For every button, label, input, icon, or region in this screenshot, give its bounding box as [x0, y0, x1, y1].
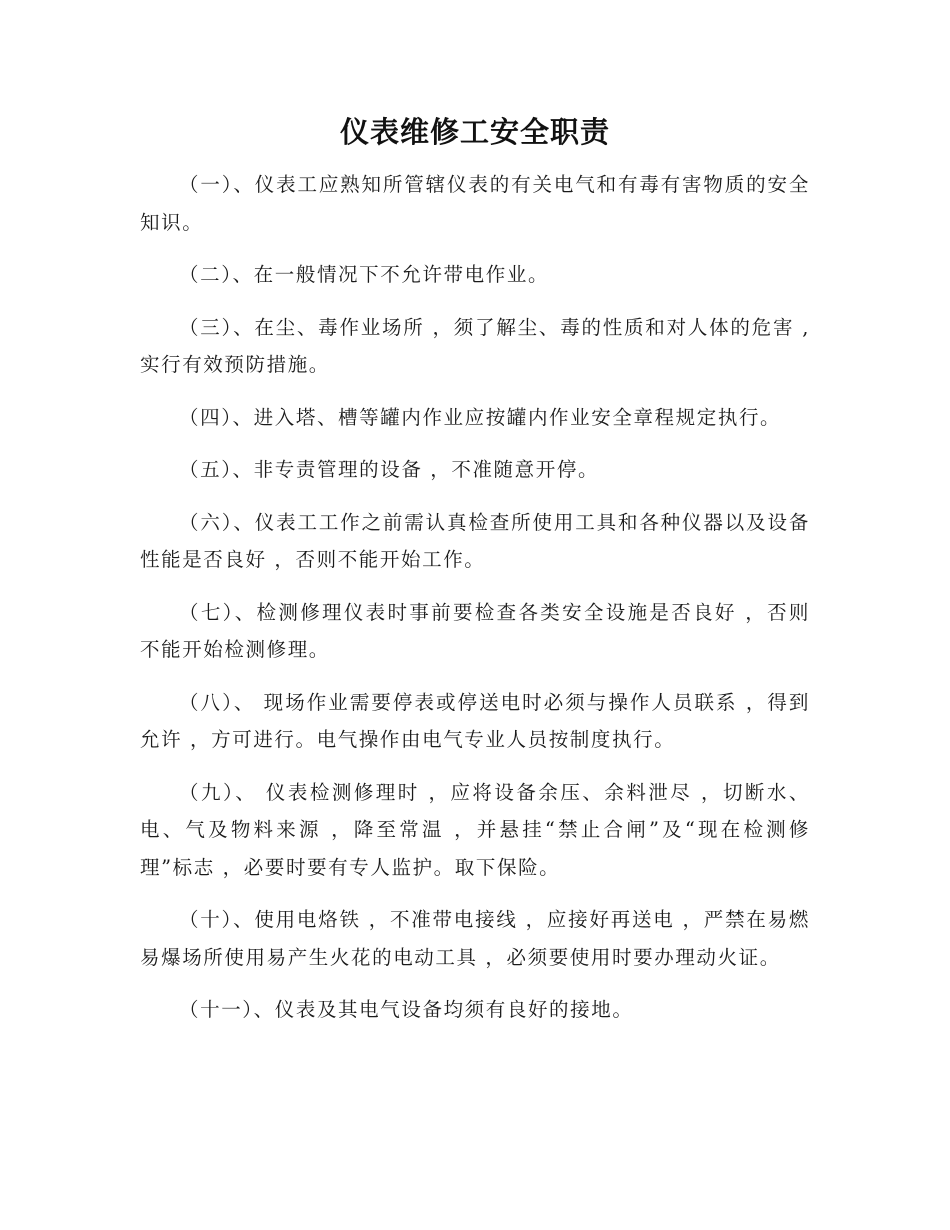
paragraph-2: （二）、在一般情况下不允许带电作业。 [179, 263, 550, 286]
paragraph-6: （六）、仪表工工作之前需认真检查所使用工具和各种仪器以及设备性能是否良好 ，否则不能开始工作。 [140, 510, 810, 571]
paragraph-7: （七）、检测修理仪表时事前要检查各类安全设施是否良好 ，否则不能开始检测修理。 [140, 600, 810, 661]
document-body [140, 166, 810, 1044]
document-title: 仪表维修工安全职责 [339, 115, 610, 149]
paragraph-8: （八）、 现场作业需要停表或停送电时必须与操作人员联系 ，得到允许 ，方可进行。电气操作由电气专业人员按制度执行。 [140, 690, 810, 751]
paragraph-10: （十）、使用电烙铁 ，不准带电接线 ，应接好再送电 ，严禁在易燃 易爆场所使用易产生火花的电动工具 ，必须要使用时要办理动火证。 [140, 908, 810, 969]
paragraph-11: （十一）、仪表及其电气设备均须有良好的接地。 [179, 998, 634, 1021]
paragraph-5: （五）、非专责管理的设备 ，不准随意开停。 [179, 458, 600, 481]
paragraph-9: （九）、 仪表检测修理时 ，应将设备余压、余料泄尽 ，切断水、电、气及物料来源 ，降至常温 ，并悬挂“禁止合闸”及“现在检测修理”标志 ，必要时要有专人监护。取下保险。 [140, 780, 810, 879]
paragraph-1: （一）、仪表工应熟知所管辖仪表的有关电气和有毒有害物质的安全知识。 [140, 173, 810, 234]
paragraph-3: （三）、在尘、毒作业场所 ，须了解尘、毒的性质和对人体的危害 ,实行有效预防措施。 [140, 315, 810, 376]
paragraph-4: （四）、进入塔、槽等罐内作业应按罐内作业安全章程规定执行。 [179, 405, 782, 429]
